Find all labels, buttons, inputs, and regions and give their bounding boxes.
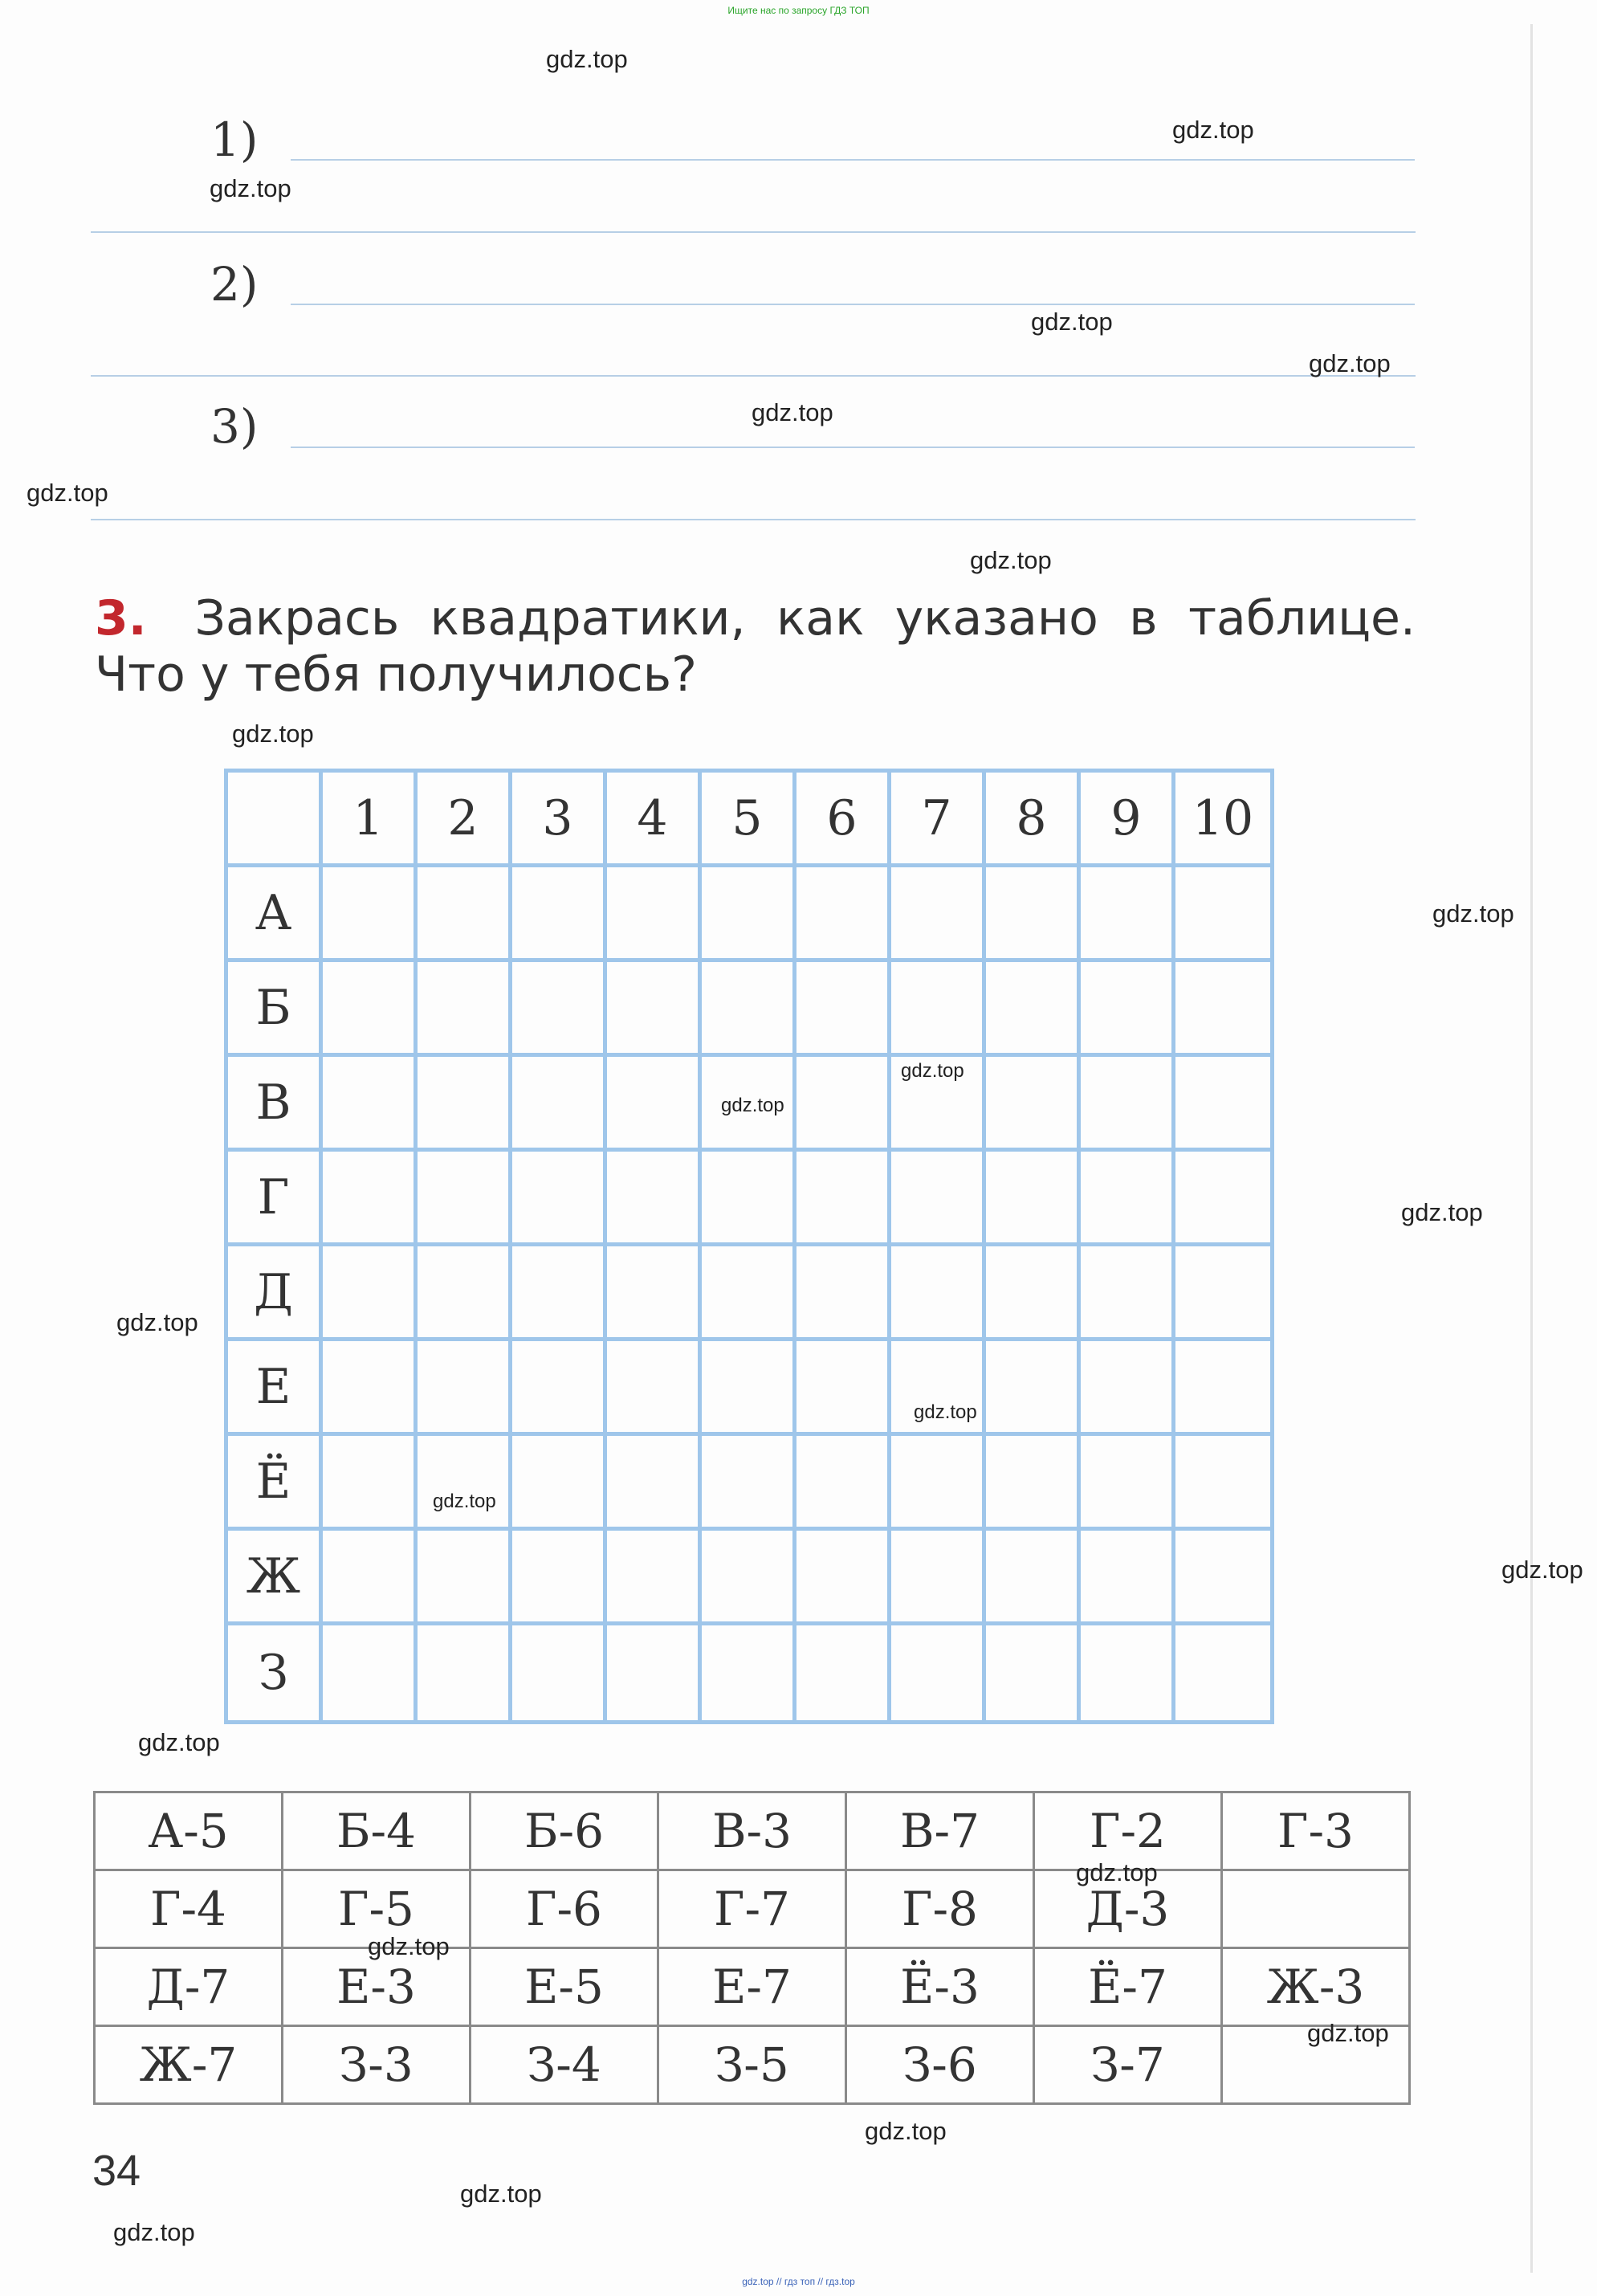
grid-cell[interactable] — [1175, 1625, 1270, 1720]
page-edge — [1530, 24, 1533, 2273]
code-cell: В-3 — [658, 1792, 846, 1870]
grid-row — [228, 1531, 1270, 1625]
answer-2-line[interactable] — [291, 304, 1415, 305]
watermark: gdz.top — [1309, 349, 1391, 377]
grid-cell[interactable] — [986, 1057, 1081, 1152]
grid-row — [228, 1152, 1270, 1246]
watermark: gdz.top — [1031, 308, 1113, 336]
grid-cell[interactable] — [607, 1531, 702, 1625]
separator-line — [91, 231, 1416, 233]
grid-cell[interactable] — [607, 1341, 702, 1436]
grid-cell[interactable] — [418, 1341, 512, 1436]
codes-row — [95, 2026, 1410, 2104]
grid-col-header: 8 — [986, 773, 1081, 867]
code-cell: Ё-7 — [1034, 1948, 1222, 2026]
answer-3-line[interactable] — [291, 447, 1415, 448]
answer-1-label: 1) — [210, 112, 259, 167]
grid-cell[interactable] — [986, 1246, 1081, 1341]
grid-cell[interactable] — [323, 1625, 418, 1720]
codes-row — [95, 1948, 1410, 2026]
grid-cell[interactable] — [1081, 1057, 1175, 1152]
grid-cell[interactable] — [702, 1341, 796, 1436]
grid-cell[interactable] — [512, 1341, 607, 1436]
watermark: gdz.top — [1432, 899, 1514, 928]
grid-cell[interactable] — [986, 1625, 1081, 1720]
grid-col-header: 6 — [796, 773, 891, 867]
code-cell: З-4 — [471, 2026, 658, 2104]
grid-row — [228, 1246, 1270, 1341]
top-note: Ищите нас по запросу ГДЗ ТОП — [727, 5, 870, 16]
codes-row — [95, 1870, 1410, 1948]
answer-3-label: 3) — [210, 399, 259, 454]
code-cell: Г-3 — [1222, 1792, 1410, 1870]
watermark: gdz.top — [1401, 1198, 1483, 1226]
grid-row — [228, 1341, 1270, 1436]
grid-cell[interactable] — [891, 962, 986, 1057]
grid-cell[interactable] — [512, 1057, 607, 1152]
grid-cell[interactable] — [1175, 1152, 1270, 1246]
watermark: gdz.top — [116, 1308, 198, 1336]
grid-cell[interactable] — [418, 1625, 512, 1720]
code-cell: В-7 — [846, 1792, 1034, 1870]
code-cell: Д-3 — [1034, 1870, 1222, 1948]
grid-col-header: 4 — [607, 773, 702, 867]
grid-cell[interactable] — [512, 867, 607, 962]
grid-cell[interactable] — [512, 1246, 607, 1341]
watermark: gdz.top — [865, 2117, 947, 2145]
grid-cell[interactable] — [796, 867, 891, 962]
grid-cell[interactable] — [702, 1625, 796, 1720]
code-cell: Г-5 — [283, 1870, 471, 1948]
code-cell: Д-7 — [95, 1948, 283, 2026]
bottom-note: gdz.top // гдз топ // гдз.top — [742, 2276, 855, 2287]
grid-cell[interactable] — [418, 1152, 512, 1246]
answer-1-line[interactable] — [291, 159, 1415, 161]
grid-cell[interactable] — [796, 1152, 891, 1246]
grid-header-row — [228, 773, 1270, 867]
watermark: gdz.top — [460, 2180, 542, 2208]
watermark: gdz.top — [26, 479, 108, 507]
grid-row — [228, 1436, 1270, 1531]
grid-cell[interactable] — [1175, 1341, 1270, 1436]
grid-cell[interactable] — [607, 1436, 702, 1531]
grid-cell[interactable] — [702, 1531, 796, 1625]
grid-cell[interactable] — [1081, 867, 1175, 962]
grid-cell[interactable] — [891, 1531, 986, 1625]
grid-cell[interactable] — [607, 1057, 702, 1152]
watermark: gdz.top — [113, 2218, 195, 2246]
watermark: gdz.top — [970, 546, 1052, 574]
grid-cell[interactable] — [323, 1152, 418, 1246]
grid-cell[interactable] — [607, 962, 702, 1057]
grid-cell[interactable] — [323, 1341, 418, 1436]
coloring-grid — [224, 769, 1274, 1724]
grid-row-header: З — [228, 1625, 323, 1720]
grid-cell[interactable] — [986, 867, 1081, 962]
watermark: gdz.top — [433, 1491, 496, 1512]
grid-row-header: Ж — [228, 1531, 323, 1625]
watermark: gdz.top — [901, 1060, 964, 1082]
grid-cell[interactable] — [607, 1152, 702, 1246]
grid-cell[interactable] — [891, 1246, 986, 1341]
code-cell: А-5 — [95, 1792, 283, 1870]
grid-cell[interactable] — [418, 1436, 512, 1531]
grid-cell[interactable] — [323, 867, 418, 962]
grid-cell[interactable] — [1081, 1246, 1175, 1341]
page-number: 34 — [92, 2147, 141, 2195]
grid-cell[interactable] — [1081, 1436, 1175, 1531]
watermark: gdz.top — [752, 398, 833, 426]
grid-col-header: 10 — [1175, 773, 1270, 867]
codes-table — [93, 1791, 1411, 2105]
code-cell: Е-5 — [471, 1948, 658, 2026]
grid-row — [228, 1625, 1270, 1720]
grid-cell[interactable] — [796, 1341, 891, 1436]
grid-row-header: А — [228, 867, 323, 962]
grid-cell[interactable] — [702, 1246, 796, 1341]
grid-row-header: Д — [228, 1246, 323, 1341]
grid-cell[interactable] — [512, 962, 607, 1057]
watermark: gdz.top — [1076, 1858, 1158, 1886]
code-cell: Г-2 — [1034, 1792, 1222, 1870]
grid-cell[interactable] — [796, 1057, 891, 1152]
grid-cell[interactable] — [512, 1436, 607, 1531]
grid-cell[interactable] — [796, 1436, 891, 1531]
watermark: gdz.top — [138, 1728, 220, 1756]
grid-cell[interactable] — [702, 962, 796, 1057]
code-cell: Г-7 — [658, 1870, 846, 1948]
grid-row-header: Г — [228, 1152, 323, 1246]
grid-cell[interactable] — [796, 1246, 891, 1341]
code-cell: Ж-7 — [95, 2026, 283, 2104]
watermark: gdz.top — [721, 1095, 784, 1116]
grid-cell[interactable] — [1175, 1531, 1270, 1625]
grid-cell[interactable] — [796, 1531, 891, 1625]
watermark: gdz.top — [1307, 2019, 1389, 2047]
code-cell: З-6 — [846, 2026, 1034, 2104]
grid-cell[interactable] — [323, 1531, 418, 1625]
grid-cell[interactable] — [1175, 1057, 1270, 1152]
grid-col-header: 2 — [418, 773, 512, 867]
grid-col-header: 5 — [702, 773, 796, 867]
grid-corner — [228, 773, 323, 867]
grid-col-header: 9 — [1081, 773, 1175, 867]
grid-cell[interactable] — [891, 1152, 986, 1246]
grid-row — [228, 867, 1270, 962]
grid-cell[interactable] — [607, 1625, 702, 1720]
grid-row-header: Б — [228, 962, 323, 1057]
watermark: gdz.top — [546, 45, 628, 73]
grid-cell[interactable] — [512, 1152, 607, 1246]
grid-cell[interactable] — [702, 867, 796, 962]
grid-col-header: 3 — [512, 773, 607, 867]
grid-cell[interactable] — [323, 1057, 418, 1152]
code-cell: Б-6 — [471, 1792, 658, 1870]
code-cell: Г-6 — [471, 1870, 658, 1948]
grid-row-header: В — [228, 1057, 323, 1152]
grid-col-header: 1 — [323, 773, 418, 867]
grid-cell[interactable] — [1081, 1152, 1175, 1246]
grid-cell[interactable] — [986, 1436, 1081, 1531]
grid-cell[interactable] — [1175, 1246, 1270, 1341]
separator-line — [91, 519, 1416, 520]
code-cell: Б-4 — [283, 1792, 471, 1870]
grid-cell[interactable] — [418, 1246, 512, 1341]
code-cell — [1222, 1870, 1410, 1948]
grid-cell[interactable] — [607, 1246, 702, 1341]
grid-cell[interactable] — [1081, 1625, 1175, 1720]
grid-cell[interactable] — [796, 962, 891, 1057]
grid-cell[interactable] — [418, 962, 512, 1057]
grid-cell[interactable] — [607, 867, 702, 962]
grid-cell[interactable] — [1175, 962, 1270, 1057]
grid-cell[interactable] — [891, 867, 986, 962]
grid-row-header: Е — [228, 1341, 323, 1436]
grid-cell[interactable] — [323, 1436, 418, 1531]
code-cell: Ж-3 — [1222, 1948, 1410, 2026]
watermark: gdz.top — [232, 720, 314, 748]
grid-row — [228, 962, 1270, 1057]
grid-cell[interactable] — [702, 1436, 796, 1531]
grid-cell[interactable] — [323, 1246, 418, 1341]
answer-2-label: 2) — [210, 257, 259, 312]
codes-row — [95, 1792, 1410, 1870]
grid-cell[interactable] — [1081, 1341, 1175, 1436]
grid-cell[interactable] — [512, 1531, 607, 1625]
separator-line — [91, 375, 1416, 377]
grid-cell[interactable] — [323, 962, 418, 1057]
code-cell: Г-8 — [846, 1870, 1034, 1948]
grid-cell[interactable] — [891, 1625, 986, 1720]
watermark: gdz.top — [1501, 1556, 1583, 1584]
grid-cell[interactable] — [1081, 962, 1175, 1057]
grid-cell[interactable] — [418, 1531, 512, 1625]
task-text: Закрась квадратики, как указано в таблице. Что у тебя получилось? — [95, 590, 1416, 703]
task-heading — [95, 590, 1416, 703]
code-cell: Е-3 — [283, 1948, 471, 2026]
watermark: gdz.top — [1172, 116, 1254, 144]
grid-cell[interactable] — [796, 1625, 891, 1720]
code-cell: Г-4 — [95, 1870, 283, 1948]
grid-cell[interactable] — [1175, 867, 1270, 962]
grid-cell[interactable] — [512, 1625, 607, 1720]
grid-cell[interactable] — [418, 867, 512, 962]
grid-cell[interactable] — [986, 1531, 1081, 1625]
task-number: 3. — [95, 590, 147, 646]
grid-cell[interactable] — [418, 1057, 512, 1152]
grid-col-header: 7 — [891, 773, 986, 867]
grid-row-header: Ё — [228, 1436, 323, 1531]
watermark: gdz.top — [914, 1401, 977, 1423]
code-cell: З-7 — [1034, 2026, 1222, 2104]
code-cell: Е-7 — [658, 1948, 846, 2026]
watermark: gdz.top — [210, 174, 291, 202]
grid-cell[interactable] — [702, 1152, 796, 1246]
code-cell: З-3 — [283, 2026, 471, 2104]
grid-cell[interactable] — [891, 1436, 986, 1531]
grid-cell[interactable] — [1081, 1531, 1175, 1625]
grid-cell[interactable] — [986, 962, 1081, 1057]
code-cell: З-5 — [658, 2026, 846, 2104]
grid-cell[interactable] — [986, 1341, 1081, 1436]
code-cell: Ё-3 — [846, 1948, 1034, 2026]
grid-cell[interactable] — [1175, 1436, 1270, 1531]
grid-cell[interactable] — [986, 1152, 1081, 1246]
watermark: gdz.top — [368, 1932, 450, 1960]
